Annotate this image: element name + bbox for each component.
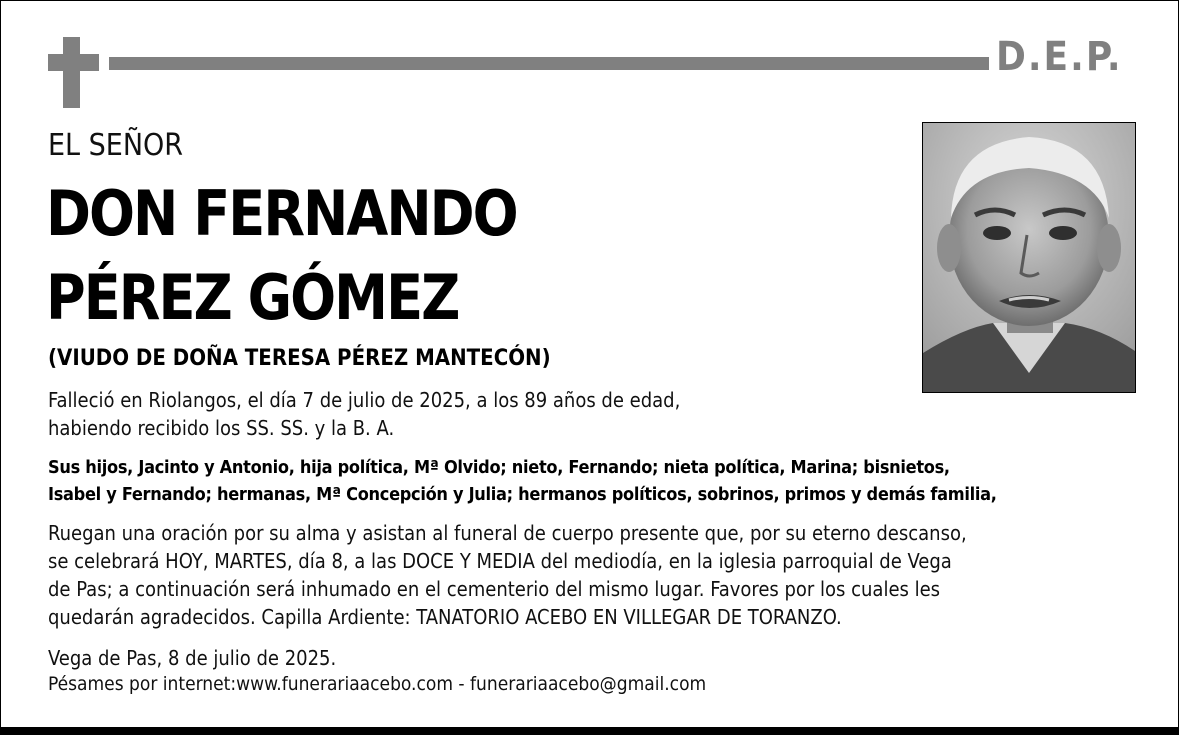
deceased-name xyxy=(46,172,517,340)
portrait-image xyxy=(923,123,1135,392)
place-date: Vega de Pas, 8 de julio de 2025. xyxy=(48,646,337,670)
cross-icon-bar xyxy=(48,54,99,71)
death-line: habiendo recibido los SS. SS. y la B. A. xyxy=(48,416,395,440)
name-line-1: DON FERNANDO xyxy=(46,177,517,250)
family-paragraph xyxy=(48,454,1158,508)
portrait-photo xyxy=(922,122,1136,393)
header-rule xyxy=(109,57,989,70)
request-line: de Pas; a continuación será inhumado en el cementerio del mismo lugar. Favores por los cuales les xyxy=(48,577,941,601)
cross-icon xyxy=(63,37,80,108)
widow-note: (VIUDO DE DOÑA TERESA PÉREZ MANTECÓN) xyxy=(48,346,551,371)
honorific: EL SEÑOR xyxy=(48,128,184,163)
request-paragraph xyxy=(48,519,1148,631)
name-line-2: PÉREZ GÓMEZ xyxy=(46,261,459,334)
family-line: Sus hijos, Jacinto y Antonio, hija política, Mª Olvido; nieto, Fernando; nieta política, Marina; bisnietos, xyxy=(48,457,950,478)
death-line: Falleció en Riolangos, el día 7 de julio de 2025, a los 89 años de edad, xyxy=(48,388,681,412)
request-line: Ruegan una oración por su alma y asistan al funeral de cuerpo presente que, por su eterno descanso, xyxy=(48,521,967,545)
dep-label: D.E.P. xyxy=(996,34,1123,80)
contact-line: Pésames por internet:www.funerariaacebo.com - funerariaacebo@gmail.com xyxy=(48,673,707,695)
request-line: quedarán agradecidos. Capilla Ardiente: TANATORIO ACEBO EN VILLEGAR DE TORANZO. xyxy=(48,605,842,629)
family-line: Isabel y Fernando; hermanas, Mª Concepción y Julia; hermanos políticos, sobrinos, primos y demás familia, xyxy=(48,484,997,505)
request-line: se celebrará HOY, MARTES, día 8, a las DOCE Y MEDIA del mediodía, en la iglesia parroquial de Vega xyxy=(48,549,952,573)
death-paragraph xyxy=(48,386,808,442)
